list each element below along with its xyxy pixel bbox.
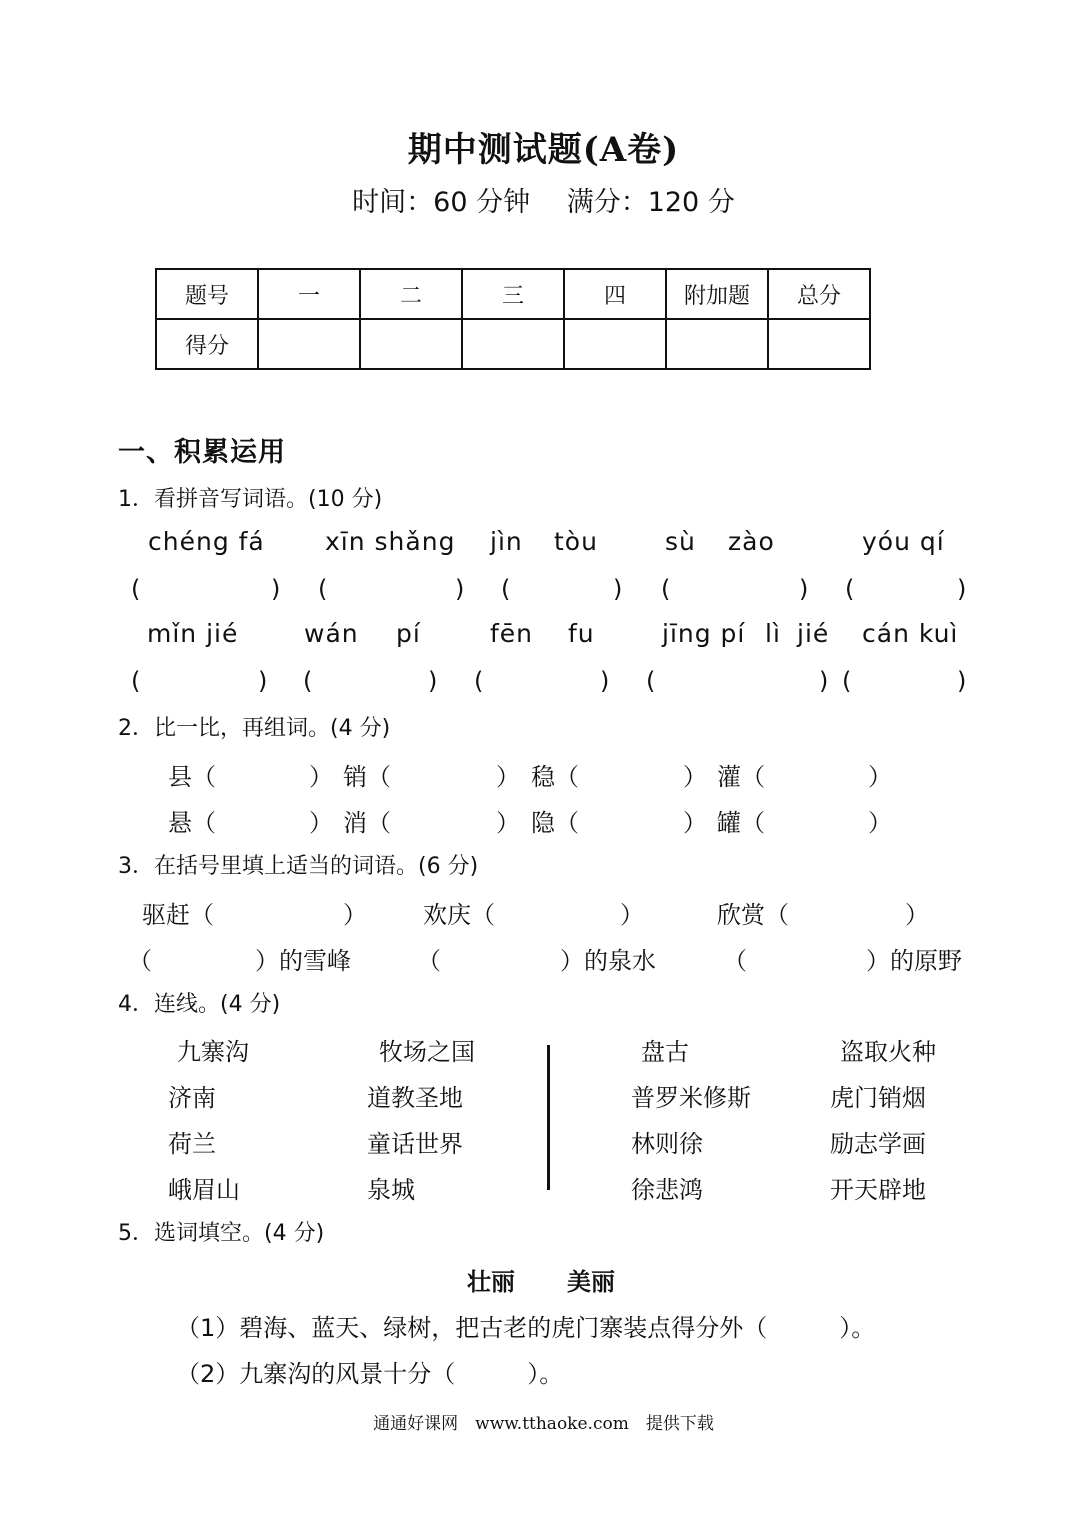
paren-open: ( xyxy=(646,667,656,695)
pinyin: sù xyxy=(665,527,696,556)
match-item[interactable]: 荷兰 xyxy=(168,1130,216,1158)
paren-close: ) xyxy=(957,575,967,603)
pinyin: yóu qí xyxy=(862,527,945,556)
score-cell: 三 xyxy=(462,269,564,319)
match-item[interactable]: 盘古 xyxy=(641,1038,689,1066)
score-input-cell[interactable] xyxy=(666,319,768,369)
match-item[interactable]: 九寨沟 xyxy=(177,1038,249,1066)
paren-close: ) xyxy=(799,575,809,603)
pinyin: jìn xyxy=(490,527,523,556)
pinyin: zào xyxy=(728,527,775,556)
pinyin: cán kuì xyxy=(862,619,959,648)
pinyin: jīng pí xyxy=(662,619,746,648)
paren-open: ( xyxy=(131,667,141,695)
exam-time: 时间：60 分钟 xyxy=(352,187,531,218)
match-item[interactable]: 济南 xyxy=(168,1084,216,1112)
score-cell: 附加题 xyxy=(666,269,768,319)
compare-char: 灌（ xyxy=(717,763,765,791)
fill-item: ）的雪峰 xyxy=(255,947,351,975)
score-input-cell[interactable] xyxy=(768,319,870,369)
match-item[interactable]: 普罗米修斯 xyxy=(631,1084,751,1112)
paren-close: ） xyxy=(620,901,644,929)
score-cell: 总分 xyxy=(768,269,870,319)
compare-char: 罐（ xyxy=(717,809,765,837)
compare-char: 隐（ xyxy=(531,809,579,837)
paren-open: （ xyxy=(128,947,152,975)
exam-full-score: 满分：120 分 xyxy=(566,187,735,218)
word-choice: 美丽 xyxy=(567,1268,615,1296)
score-input-cell[interactable] xyxy=(462,319,564,369)
pinyin: jié xyxy=(797,619,830,648)
match-item[interactable]: 励志学画 xyxy=(830,1130,926,1158)
fill-item: 欣赏（ xyxy=(717,901,789,929)
pinyin: mǐn jié xyxy=(147,619,239,648)
paren-open: ( xyxy=(303,667,313,695)
paren-close: ) xyxy=(957,667,967,695)
compare-char: 稳（ xyxy=(531,763,579,791)
compare-char: 消（ xyxy=(343,809,391,837)
compare-char: 县（ xyxy=(168,763,216,791)
section-heading: 一、积累运用 xyxy=(118,437,286,468)
paren-close: ) xyxy=(600,667,610,695)
pinyin: xīn shǎng xyxy=(325,527,456,556)
paren-close: ） xyxy=(905,901,929,929)
score-table-score-row xyxy=(156,319,870,369)
pinyin: fēn xyxy=(490,619,534,648)
paren-open: （ xyxy=(417,947,441,975)
pinyin: lì xyxy=(765,619,781,648)
paren-close: ) xyxy=(428,667,438,695)
score-input-cell[interactable] xyxy=(360,319,462,369)
score-input-cell[interactable] xyxy=(564,319,666,369)
score-table-header-row xyxy=(156,269,870,319)
score-input-cell[interactable] xyxy=(258,319,360,369)
paren-open: ( xyxy=(501,575,511,603)
match-item[interactable]: 道教圣地 xyxy=(367,1084,463,1112)
pinyin: tòu xyxy=(554,527,598,556)
paren-open: ( xyxy=(131,575,141,603)
fill-item: ）的原野 xyxy=(866,947,962,975)
score-cell: 二 xyxy=(360,269,462,319)
question-4-prompt: 4．连线。(4 分) xyxy=(118,992,281,1017)
match-item[interactable]: 徐悲鸿 xyxy=(631,1176,703,1204)
paren-open: ( xyxy=(845,575,855,603)
question-5-prompt: 5．选词填空。(4 分) xyxy=(118,1221,325,1246)
pinyin: chéng fá xyxy=(148,527,265,556)
paren-close: ) xyxy=(271,575,281,603)
paren-close: ) xyxy=(819,667,829,695)
paren-close: ） xyxy=(343,901,367,929)
paren-close: ） xyxy=(496,809,520,837)
fill-sentence-2: （2）九寨沟的风景十分（ ）。 xyxy=(176,1360,564,1388)
exam-info xyxy=(0,180,1087,219)
paren-close: ） xyxy=(309,763,333,791)
footer-credit: 通通好课网 www.tthaoke.com 提供下载 xyxy=(373,1414,714,1434)
paren-close: ） xyxy=(868,763,892,791)
fill-sentence-1: （1）碧海、蓝天、绿树，把古老的虎门寨装点得分外（ ）。 xyxy=(176,1314,876,1342)
paren-close: ） xyxy=(683,763,707,791)
paren-open: ( xyxy=(474,667,484,695)
paren-close: ） xyxy=(309,809,333,837)
paren-open: （ xyxy=(723,947,747,975)
compare-char: 销（ xyxy=(343,763,391,791)
pinyin: wán xyxy=(304,619,359,648)
paren-close: ） xyxy=(496,763,520,791)
paren-close: ） xyxy=(868,809,892,837)
match-item[interactable]: 林则徐 xyxy=(631,1130,703,1158)
score-cell: 题号 xyxy=(156,269,258,319)
fill-item: 欢庆（ xyxy=(423,901,495,929)
fill-item: ）的泉水 xyxy=(560,947,656,975)
match-item[interactable]: 开天辟地 xyxy=(830,1176,926,1204)
pinyin: fu xyxy=(568,619,595,648)
paren-open: ( xyxy=(661,575,671,603)
paren-open: ( xyxy=(318,575,328,603)
compare-char: 悬（ xyxy=(168,809,216,837)
column-divider xyxy=(547,1045,550,1190)
word-choice: 壮丽 xyxy=(467,1268,515,1296)
question-3-prompt: 3．在括号里填上适当的词语。(6 分) xyxy=(118,854,479,879)
score-cell: 一 xyxy=(258,269,360,319)
score-cell: 四 xyxy=(564,269,666,319)
match-item[interactable]: 牧场之国 xyxy=(379,1038,475,1066)
score-cell: 得分 xyxy=(156,319,258,369)
paren-close: ) xyxy=(455,575,465,603)
score-table xyxy=(155,268,871,370)
fill-item: 驱赶（ xyxy=(142,901,214,929)
match-item[interactable]: 童话世界 xyxy=(367,1130,463,1158)
paren-open: ( xyxy=(842,667,852,695)
question-1-prompt: 1．看拼音写词语。(10 分) xyxy=(118,487,383,512)
match-item[interactable]: 盗取火种 xyxy=(840,1038,936,1066)
question-2-prompt: 2．比一比，再组词。(4 分) xyxy=(118,716,391,741)
match-item[interactable]: 虎门销烟 xyxy=(830,1084,926,1112)
page-title: 期中测试题(A卷) xyxy=(407,130,680,170)
match-item[interactable]: 泉城 xyxy=(367,1176,415,1204)
paren-close: ) xyxy=(613,575,623,603)
match-item[interactable]: 峨眉山 xyxy=(168,1176,240,1204)
pinyin: pí xyxy=(396,619,421,648)
paren-close: ） xyxy=(683,809,707,837)
paren-close: ) xyxy=(258,667,268,695)
